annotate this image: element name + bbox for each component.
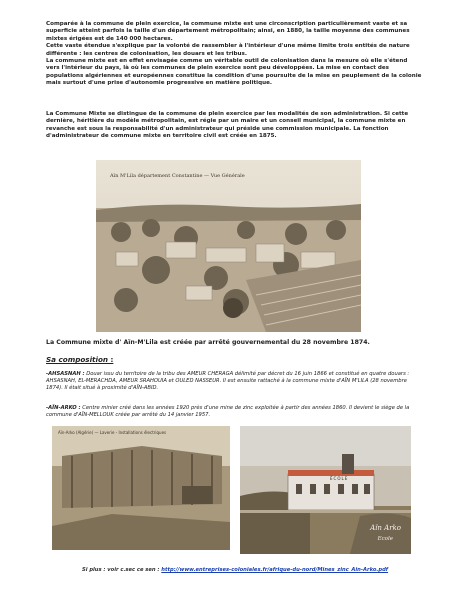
mine-postcard-photo bbox=[52, 426, 230, 550]
footer-prefix: Si plus : voir c.sec ce sen : bbox=[82, 567, 160, 573]
paragraph-4: La Commune Mixte se distingue de la commune de plein exercice par les modalités de son administration. Si cette dernière, héritière du modèle métropolitain, est régie par un maire et un conseil municipal, la commune mixte en revanche est sous la responsabilité d'un administrateur qui préside une commission municipale. La fonction d'administrateur de commune mixte en territoire civil est créée en 1875. bbox=[46, 111, 409, 140]
town-postcard-photo bbox=[96, 160, 361, 332]
commune-caption: La Commune mixte d' Aïn-M'Lila est créée par arrêté gouvernemental du 28 novembre 1874. bbox=[46, 339, 370, 346]
postcard-caption: Aïn M'Lila département Constantine — Vue Générale bbox=[110, 173, 245, 179]
paragraph-2: Cette vaste étendue s'explique par la volonté de rassembler à l'intérieur d'une même limite trois entités de nature différente : les centres de colonisation, les douars et les tribus. bbox=[46, 43, 410, 57]
mine-building-image bbox=[52, 426, 230, 550]
paragraph-area bbox=[46, 21, 422, 88]
photo-stamp-line1: Aïn Arko bbox=[370, 524, 401, 532]
school-photo bbox=[240, 426, 411, 554]
item-text: Douar issu du territoire de la tribu des AMEUR CHERAGA délimité par décret du 16 juin 1866 et constitué en quatre douars : AHSASNAH, EL-MERACHDA, AMEUR SRAHOUIA et OULED NASSEUR. Il est ensuite rattaché à la commune mixte d'AÏN M'LILA (28 novembre 1874). Il était situé à proximité d'AÏN-ABID. bbox=[46, 371, 410, 391]
item-text: Centre minier créé dans les années 1920 près d'une mine de zinc exploitée à partir des années 1860. Il devient le siège de la commune d'AÏN-MELLOUK créée par arrêté du 14 janvier 1957. bbox=[46, 405, 410, 418]
school-sign: ÉCOLE bbox=[330, 476, 349, 481]
composition-heading-text: Sa composition bbox=[46, 355, 108, 364]
school-building-image bbox=[240, 426, 411, 554]
town-panorama-image bbox=[96, 160, 361, 332]
mine-postcard-caption: Aïn-Arko (Algérie) — Laverie - Installations électriques bbox=[58, 430, 167, 435]
source-link[interactable]: http://www.entreprises-coloniales.fr/afrique-du-nord/Mines_zinc_Ain-Arko.pdf bbox=[161, 567, 389, 573]
paragraph-1: Comparée à la commune de plein exercice, la commune mixte est une circonscription particulièrement vaste et sa superficie atteint parfois la taille d'un département métropolitain; ainsi, en 1880, la taille moyenne des communes mixtes érigées est de 140 000 hectares. bbox=[46, 21, 410, 42]
item-name: -AHSASNAH : bbox=[46, 371, 85, 377]
paragraph-3: La commune mixte est en effet envisagée comme un véritable outil de colonisation dans la mesure où elle s'étend vers l'intérieur du pays, là où les communes de plein exercice sont peu développées. La mise en contact des populations algériennes et européennes constitue la condition d'une poursuite de la mise en peuplement de la colonie mais surtout d'une prise d'autonomie progressive en matière politique. bbox=[46, 58, 422, 87]
list-item-ahsasnah bbox=[46, 371, 420, 392]
photo-stamp-line2: Ecole bbox=[377, 536, 393, 542]
item-name: -AÏN-ARKO : bbox=[46, 405, 81, 411]
list-item-ain-arko bbox=[46, 405, 420, 419]
composition-heading-colon: : bbox=[108, 355, 114, 364]
composition-heading bbox=[46, 355, 113, 364]
footer-source bbox=[82, 567, 388, 573]
